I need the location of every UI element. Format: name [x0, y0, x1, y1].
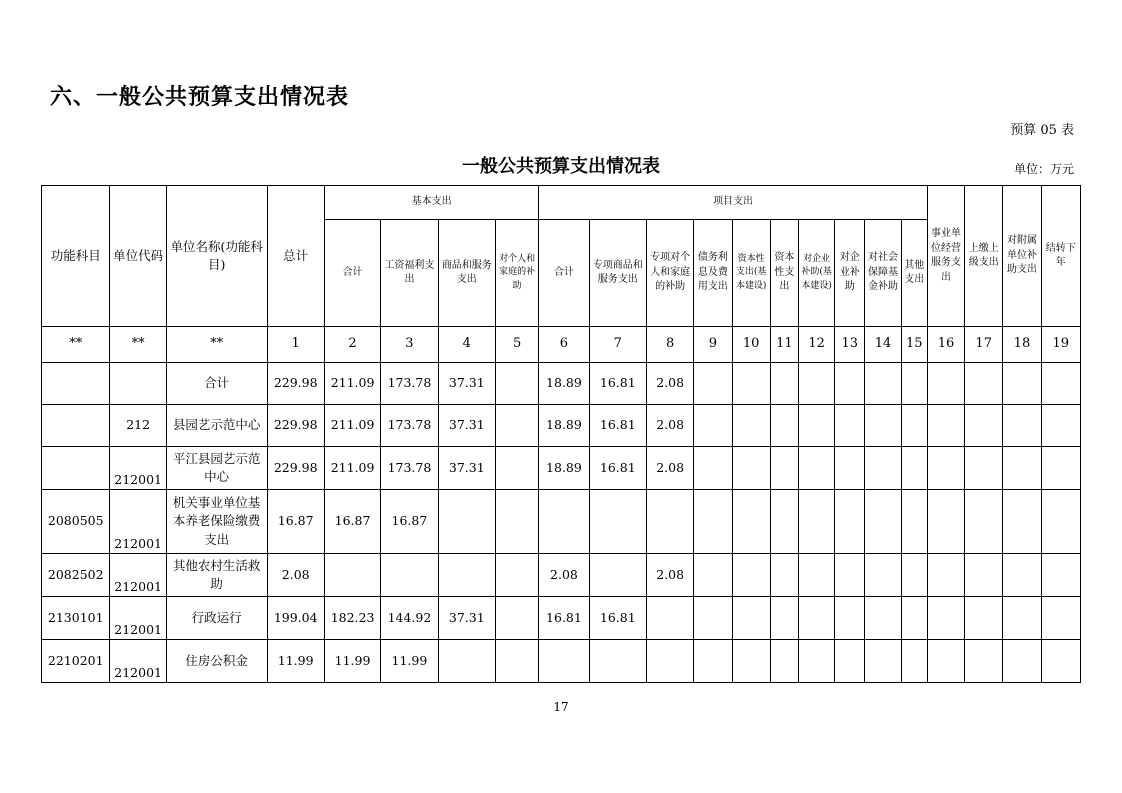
cell-unit-name: 机关事业单位基本养老保险缴费支出 [166, 490, 267, 554]
cell-total: 199.04 [267, 597, 324, 640]
cell-unit-name: 合计 [166, 363, 267, 405]
header-capital-build: 资本性支出(基本建设) [732, 220, 770, 327]
header-debt: 债务利息及费用支出 [694, 220, 732, 327]
header-goods: 商品和服务支出 [438, 220, 495, 327]
cell-empty [732, 597, 770, 640]
header-basic-group: 基本支出 [324, 186, 538, 220]
cell-empty [732, 640, 770, 683]
col-num: 18 [1003, 327, 1041, 363]
cell-empty [865, 363, 901, 405]
header-proj-personal: 专项对个人和家庭的补助 [646, 220, 693, 327]
cell-empty [1041, 640, 1080, 683]
cell-proj: 2.08 [539, 554, 589, 597]
col-num: 7 [589, 327, 646, 363]
cell-unit-name: 县园艺示范中心 [166, 405, 267, 447]
cell-empty [927, 490, 964, 554]
cell-empty [798, 640, 834, 683]
col-num: 6 [539, 327, 589, 363]
cell-empty [694, 447, 732, 490]
cell-empty [1041, 405, 1080, 447]
header-proj-goods: 专项商品和服务支出 [589, 220, 646, 327]
table-header [42, 186, 1081, 327]
col-num: ** [166, 327, 267, 363]
cell-proj-goods [589, 554, 646, 597]
header-social: 对社会保障基金补助 [865, 220, 901, 327]
cell-goods: 37.31 [438, 405, 495, 447]
header-unit-code: 单位代码 [110, 186, 166, 327]
cell-proj-goods: 16.81 [589, 363, 646, 405]
cell-basic: 211.09 [324, 405, 380, 447]
cell-proj-personal: 2.08 [646, 447, 693, 490]
cell-empty [965, 405, 1003, 447]
cell-empty [1041, 554, 1080, 597]
cell-empty [901, 640, 927, 683]
header-basic-total: 合计 [324, 220, 380, 327]
cell-empty [770, 554, 798, 597]
table-title: 一般公共预算支出情况表 [462, 156, 660, 177]
cell-empty [835, 447, 865, 490]
header-carryover: 结转下年 [1041, 186, 1080, 327]
cell-personal [496, 640, 539, 683]
cell-total: 229.98 [267, 447, 324, 490]
col-num: 12 [798, 327, 834, 363]
cell-empty [927, 554, 964, 597]
cell-personal [496, 447, 539, 490]
header-enterprise-build: 对企业补助(基本建设) [798, 220, 834, 327]
cell-total: 2.08 [267, 554, 324, 597]
header-unit-name: 单位名称(功能科目) [166, 186, 267, 327]
table-row [42, 363, 1081, 405]
cell-empty [965, 363, 1003, 405]
cell-empty [732, 490, 770, 554]
cell-empty [694, 554, 732, 597]
cell-empty [865, 405, 901, 447]
form-number: 预算 05 表 [1010, 123, 1074, 138]
cell-goods: 37.31 [438, 447, 495, 490]
cell-unit-name: 住房公积金 [166, 640, 267, 683]
cell-empty [732, 405, 770, 447]
cell-salary [381, 554, 438, 597]
cell-empty [901, 490, 927, 554]
cell-unit-name: 平江县园艺示范中心 [166, 447, 267, 490]
cell-empty [865, 447, 901, 490]
cell-empty [694, 640, 732, 683]
cell-empty [835, 597, 865, 640]
cell-empty [965, 447, 1003, 490]
cell-proj-personal: 2.08 [646, 405, 693, 447]
cell-empty [1041, 447, 1080, 490]
cell-goods [438, 490, 495, 554]
cell-empty [798, 597, 834, 640]
header-func-subject: 功能科目 [42, 186, 110, 327]
cell-empty [927, 447, 964, 490]
table-row [42, 640, 1081, 683]
cell-empty [927, 640, 964, 683]
cell-proj-personal [646, 597, 693, 640]
cell-empty [1003, 363, 1041, 405]
col-num: 19 [1041, 327, 1080, 363]
cell-personal [496, 597, 539, 640]
cell-empty [732, 363, 770, 405]
header-upper: 上缴上级支出 [965, 186, 1003, 327]
cell-empty [798, 363, 834, 405]
col-num: 11 [770, 327, 798, 363]
cell-empty [798, 490, 834, 554]
cell-basic: 182.23 [324, 597, 380, 640]
cell-basic: 211.09 [324, 447, 380, 490]
cell-empty [927, 405, 964, 447]
cell-salary: 16.87 [381, 490, 438, 554]
cell-proj-goods: 16.81 [589, 447, 646, 490]
cell-proj: 18.89 [539, 363, 589, 405]
cell-empty [770, 363, 798, 405]
cell-basic: 211.09 [324, 363, 380, 405]
cell-empty [770, 447, 798, 490]
cell-goods [438, 554, 495, 597]
cell-empty [965, 490, 1003, 554]
page-number: 17 [553, 700, 569, 714]
cell-unit-name: 行政运行 [166, 597, 267, 640]
col-num: 2 [324, 327, 380, 363]
header-enterprise: 对企业补助 [835, 220, 865, 327]
table-row [42, 490, 1081, 554]
col-num: 10 [732, 327, 770, 363]
cell-proj [539, 490, 589, 554]
cell-empty [901, 447, 927, 490]
cell-total: 229.98 [267, 363, 324, 405]
cell-empty [901, 597, 927, 640]
cell-empty [835, 490, 865, 554]
cell-empty [798, 405, 834, 447]
cell-basic: 16.87 [324, 490, 380, 554]
cell-proj-personal: 2.08 [646, 363, 693, 405]
cell-empty [1041, 597, 1080, 640]
col-num: 14 [865, 327, 901, 363]
cell-empty [798, 447, 834, 490]
cell-empty [901, 554, 927, 597]
cell-empty [901, 405, 927, 447]
cell-func-subject: 2082502 [42, 554, 110, 597]
cell-empty [770, 597, 798, 640]
cell-personal [496, 554, 539, 597]
header-subsidiary: 对附属单位补助支出 [1003, 186, 1041, 327]
cell-empty [927, 363, 964, 405]
header-salary: 工资福利支出 [381, 220, 438, 327]
cell-personal [496, 363, 539, 405]
cell-unit-code [110, 363, 166, 405]
cell-empty [865, 640, 901, 683]
header-proj-total: 合计 [539, 220, 589, 327]
col-num: 1 [267, 327, 324, 363]
cell-total: 229.98 [267, 405, 324, 447]
cell-basic: 11.99 [324, 640, 380, 683]
column-number-row [42, 327, 1081, 363]
cell-empty [901, 363, 927, 405]
cell-proj-goods [589, 490, 646, 554]
col-num: 16 [927, 327, 964, 363]
cell-salary: 11.99 [381, 640, 438, 683]
cell-proj-personal [646, 640, 693, 683]
budget-table [41, 185, 1081, 683]
table-row [42, 597, 1081, 640]
cell-empty [835, 405, 865, 447]
header-personal: 对个人和家庭的补助 [496, 220, 539, 327]
cell-empty [798, 554, 834, 597]
col-num: 17 [965, 327, 1003, 363]
cell-func-subject [42, 405, 110, 447]
cell-proj-goods [589, 640, 646, 683]
col-num: 9 [694, 327, 732, 363]
header-project-group: 项目支出 [539, 186, 928, 220]
unit-label: 单位：万元 [1013, 162, 1074, 176]
cell-salary: 173.78 [381, 447, 438, 490]
cell-empty [770, 405, 798, 447]
table-row [42, 447, 1081, 490]
table-body [42, 327, 1081, 683]
cell-goods: 37.31 [438, 597, 495, 640]
cell-empty [865, 554, 901, 597]
cell-empty [694, 405, 732, 447]
cell-unit-code: 212001 [110, 640, 166, 683]
cell-empty [1041, 490, 1080, 554]
cell-unit-code: 212001 [110, 597, 166, 640]
cell-empty [770, 640, 798, 683]
cell-empty [965, 597, 1003, 640]
cell-salary: 144.92 [381, 597, 438, 640]
header-capital: 资本性支出 [770, 220, 798, 327]
cell-proj: 18.89 [539, 447, 589, 490]
cell-empty [965, 554, 1003, 597]
cell-proj-personal: 2.08 [646, 554, 693, 597]
cell-basic [324, 554, 380, 597]
cell-salary: 173.78 [381, 405, 438, 447]
col-num: ** [42, 327, 110, 363]
cell-proj: 18.89 [539, 405, 589, 447]
cell-empty [732, 447, 770, 490]
col-num: 4 [438, 327, 495, 363]
cell-unit-code: 212001 [110, 447, 166, 490]
cell-unit-code: 212001 [110, 554, 166, 597]
cell-func-subject [42, 447, 110, 490]
cell-empty [835, 640, 865, 683]
cell-proj-personal [646, 490, 693, 554]
cell-empty [1003, 554, 1041, 597]
header-other: 其他支出 [901, 220, 927, 327]
cell-unit-code: 212 [110, 405, 166, 447]
cell-proj: 16.81 [539, 597, 589, 640]
cell-unit-name: 其他农村生活救助 [166, 554, 267, 597]
cell-proj-goods: 16.81 [589, 597, 646, 640]
cell-empty [694, 597, 732, 640]
cell-func-subject [42, 363, 110, 405]
cell-empty [927, 597, 964, 640]
cell-proj-goods: 16.81 [589, 405, 646, 447]
cell-goods [438, 640, 495, 683]
col-num: 15 [901, 327, 927, 363]
page-heading: 六、一般公共预算支出情况表 [50, 84, 350, 110]
cell-personal [496, 405, 539, 447]
cell-personal [496, 490, 539, 554]
cell-func-subject: 2080505 [42, 490, 110, 554]
header-business: 事业单位经营服务支出 [927, 186, 964, 327]
cell-empty [865, 490, 901, 554]
col-num: 3 [381, 327, 438, 363]
cell-salary: 173.78 [381, 363, 438, 405]
cell-empty [770, 490, 798, 554]
table-row [42, 554, 1081, 597]
col-num: ** [110, 327, 166, 363]
cell-empty [1003, 447, 1041, 490]
table-row [42, 405, 1081, 447]
cell-proj [539, 640, 589, 683]
cell-empty [1041, 363, 1080, 405]
col-num: 5 [496, 327, 539, 363]
cell-empty [835, 554, 865, 597]
col-num: 8 [646, 327, 693, 363]
col-num: 13 [835, 327, 865, 363]
cell-empty [1003, 640, 1041, 683]
cell-empty [1003, 597, 1041, 640]
cell-empty [965, 640, 1003, 683]
cell-goods: 37.31 [438, 363, 495, 405]
cell-empty [1003, 405, 1041, 447]
cell-unit-code: 212001 [110, 490, 166, 554]
cell-empty [694, 363, 732, 405]
cell-func-subject: 2130101 [42, 597, 110, 640]
cell-empty [1003, 490, 1041, 554]
cell-func-subject: 2210201 [42, 640, 110, 683]
cell-empty [732, 554, 770, 597]
cell-empty [835, 363, 865, 405]
cell-empty [865, 597, 901, 640]
cell-total: 11.99 [267, 640, 324, 683]
cell-empty [694, 490, 732, 554]
cell-total: 16.87 [267, 490, 324, 554]
header-total: 总计 [267, 186, 324, 327]
